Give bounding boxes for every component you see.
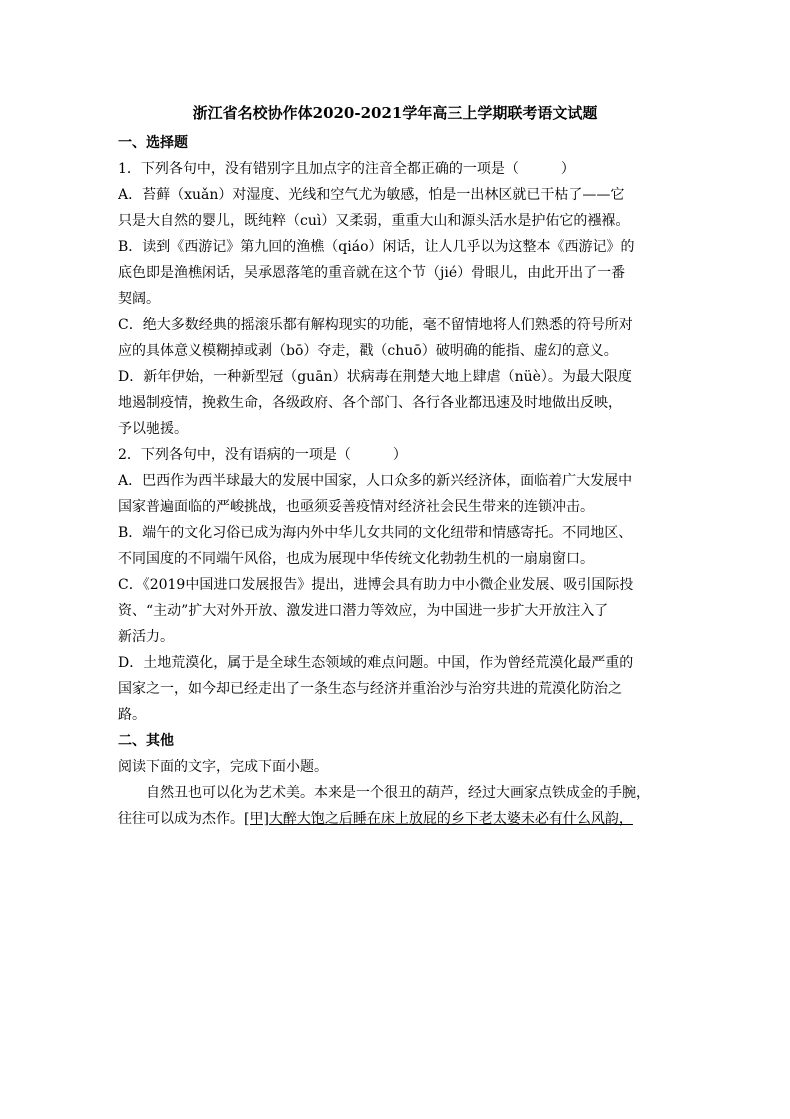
q2-option-a-line: 国家普遍面临的严峻挑战，也亟须妥善疫情对经济社会民生带来的连锁冲击。 — [118, 499, 594, 515]
question-2-stem: 2．下列各句中，没有语病的一项是（ ） — [118, 447, 407, 463]
q2-option-d-line: D．土地荒漠化，属于是全球生态领域的难点问题。中国，作为曾经荒漠化最严重的 — [118, 655, 634, 671]
document-title: 浙江省名校协作体2020-2021学年高三上学期联考语文试题 — [192, 104, 598, 122]
q2-option-d-line: 国家之一，如今却已经走出了一条生态与经济并重治沙与治穷共进的荒漠化防治之 — [118, 681, 622, 697]
underlined-passage-jia: [甲]大醉大饱之后睡在床上放屁的乡下老太婆未必有什么风韵， — [244, 811, 633, 827]
q1-option-b-line: B．读到《西游记》第九回的渔樵（qiáo）闲话，让人几乎以为这整本《西游记》的 — [118, 239, 635, 255]
reading-paragraph-line — [118, 806, 680, 832]
reading-instruction: 阅读下面的文字，完成下面小题。 — [118, 759, 328, 775]
q2-option-b-line: 不同国度的不同端午风俗，也成为展现中华传统文化勃勃生机的一扇扇窗口。 — [118, 551, 594, 567]
reading-text: 往往可以成为杰作。 — [118, 811, 244, 827]
section-heading-choice: 一、选择题 — [118, 135, 188, 151]
q1-option-c-line: C．绝大多数经典的摇滚乐都有解构现实的功能，毫不留情地将人们熟悉的符号所对 — [118, 317, 633, 333]
q2-option-c-line: C．《2019中国进口发展报告》提出，进博会具有助力中小微企业发展、吸引国际投 — [118, 577, 634, 593]
q1-option-d-line: 予以驰援。 — [118, 421, 188, 437]
q2-option-a-line: A．巴西作为西半球最大的发展中国家，人口众多的新兴经济体，面临着广大发展中 — [118, 473, 633, 489]
q2-option-c-line: 资、“主动”扩大对外开放、激发进口潜力等效应，为中国进一步扩大开放注入了 — [118, 603, 609, 619]
q1-option-a-line: A．苔藓（xuǎn）对湿度、光线和空气尤为敏感，怕是一出林区就已干枯了——它 — [118, 187, 625, 203]
q2-option-c-line: 新活力。 — [118, 629, 174, 645]
q1-option-b-line: 底色即是渔樵闲话，吴承恩落笔的重音就在这个节（jié）骨眼儿，由此开出了一番 — [118, 265, 626, 281]
reading-paragraph-line: 自然丑也可以化为艺术美。本来是一个很丑的葫芦，经过大画家点铁成金的手腕， — [146, 785, 650, 801]
q1-option-d-line: 地遏制疫情，挽救生命，各级政府、各个部门、各行各业都迅速及时地做出反映， — [118, 395, 622, 411]
section-heading-other: 二、其他 — [118, 733, 174, 749]
q1-option-a-line: 只是大自然的婴儿，既纯粹（cuì）又柔弱，重重大山和源头活水是护佑它的襁褓。 — [118, 213, 630, 229]
q2-option-b-line: B．端午的文化习俗已成为海内外中华儿女共同的文化纽带和情感寄托。不同地区、 — [118, 525, 633, 541]
question-1-stem: 1．下列各句中，没有错别字且加点字的注音全都正确的一项是（ ） — [118, 161, 575, 177]
q1-option-c-line: 应的具体意义模糊掉或剥（bō）夺走，戳（chuō）破明确的能指、虚幻的意义。 — [118, 343, 618, 359]
q2-option-d-line: 路。 — [118, 707, 146, 723]
q1-option-b-line: 契阔。 — [118, 291, 160, 307]
q1-option-d-line: D．新年伊始，一种新型冠（guān）状病毒在荆楚大地上肆虐（nüè）。为最大限度 — [118, 369, 632, 385]
document-body — [118, 130, 680, 832]
